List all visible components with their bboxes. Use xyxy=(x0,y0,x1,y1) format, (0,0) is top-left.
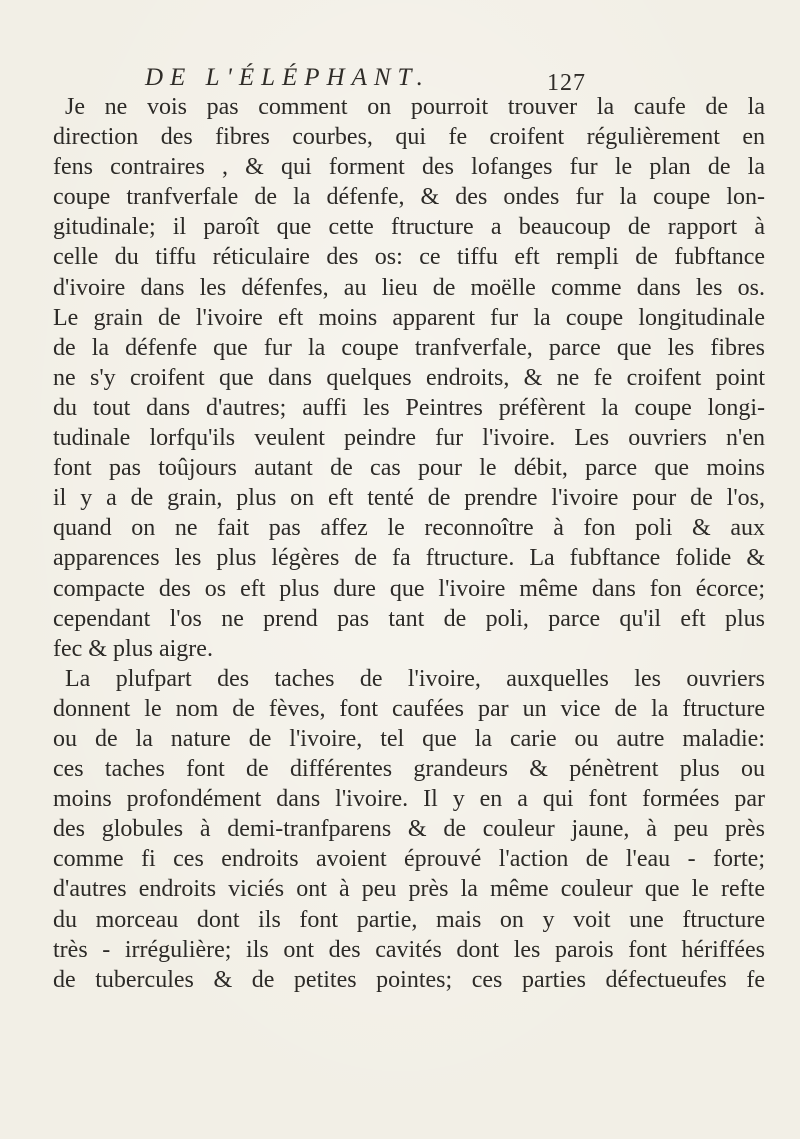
text-line: ces taches font de différentes grandeurs & pénètrent plus ou xyxy=(53,756,766,783)
text-line: compacte des os eft plus dure que l'ivoire même dans fon écorce; xyxy=(53,575,765,602)
text-line: moins profondément dans l'ivoire. Il y en a qui font formées par xyxy=(53,786,766,813)
text-line: cependant l'os ne prend pas tant de poli, parce qu'il eft plus xyxy=(53,605,765,632)
text-line: ne s'y croifent que dans quelques endroits, & ne fe croifent point xyxy=(53,364,765,391)
body-text xyxy=(53,92,765,995)
text-line: direction des fibres courbes, qui fe croifent régulièrement en xyxy=(53,124,765,151)
text-line: fens contraires , & qui forment des lofanges fur le plan de la xyxy=(53,154,765,181)
text-line: fec & plus aigre. xyxy=(53,635,213,662)
text-line: du morceau dont ils font partie, mais on y voit une ftructure xyxy=(53,906,765,933)
text-line: quand on ne fait pas affez le reconnoître à fon poli & aux xyxy=(53,515,765,542)
text-line: font pas toûjours autant de cas pour le débit, parce que moins xyxy=(53,455,765,482)
text-line: des globules à demi-tranfparens & de couleur jaune, à peu près xyxy=(53,816,765,843)
text-line: ou de la nature de l'ivoire, tel que la carie ou autre maladie: xyxy=(53,725,766,752)
text-line: comme fi ces endroits avoient éprouvé l'action de l'eau - forte; xyxy=(53,846,765,873)
text-line: d'autres endroits viciés ont à peu près la même couleur que le refte xyxy=(53,876,765,903)
paragraph-2 xyxy=(53,664,765,995)
text-line: du tout dans d'autres; auffi les Peintres préfèrent la coupe longi- xyxy=(53,394,766,421)
page-number: 127 xyxy=(547,70,586,96)
text-line: de tubercules & de petites pointes; ces parties défectueufes fe xyxy=(53,966,765,993)
text-line: donnent le nom de fèves, font caufées par un vice de la ftructure xyxy=(53,695,765,722)
text-line: celle du tiffu réticulaire des os: ce tiffu eft rempli de fubftance xyxy=(53,244,765,271)
text-line: tudinale lorfqu'ils veulent peindre fur l'ivoire. Les ouvriers n'en xyxy=(53,425,765,452)
text-line: coupe tranfverfale de la défenfe, & des ondes fur la coupe lon- xyxy=(53,184,765,211)
text-line: Le grain de l'ivoire eft moins apparent fur la coupe longitudinale xyxy=(53,304,765,331)
text-line: il y a de grain, plus on eft tenté de prendre l'ivoire pour de l'os, xyxy=(53,485,765,512)
text-line: très - irrégulière; ils ont des cavités dont les parois font hériffées xyxy=(53,936,765,963)
paragraph-1 xyxy=(53,92,765,664)
running-head: DE L'ÉLÉPHANT. xyxy=(145,64,430,91)
text-line: apparences les plus légères de fa ftructure. La fubftance folide & xyxy=(53,545,766,572)
text-line: La plufpart des taches de l'ivoire, auxquelles les ouvriers xyxy=(65,665,765,692)
text-line: gitudinale; il paroît que cette ftructure a beaucoup de rapport à xyxy=(53,214,765,241)
text-line: de la défenfe que fur la coupe tranfverfale, parce que les fibres xyxy=(53,334,765,361)
text-line: d'ivoire dans les défenfes, au lieu de moëlle comme dans les os. xyxy=(53,274,765,301)
text-line: Je ne vois pas comment on pourroit trouver la caufe de la xyxy=(65,94,765,120)
